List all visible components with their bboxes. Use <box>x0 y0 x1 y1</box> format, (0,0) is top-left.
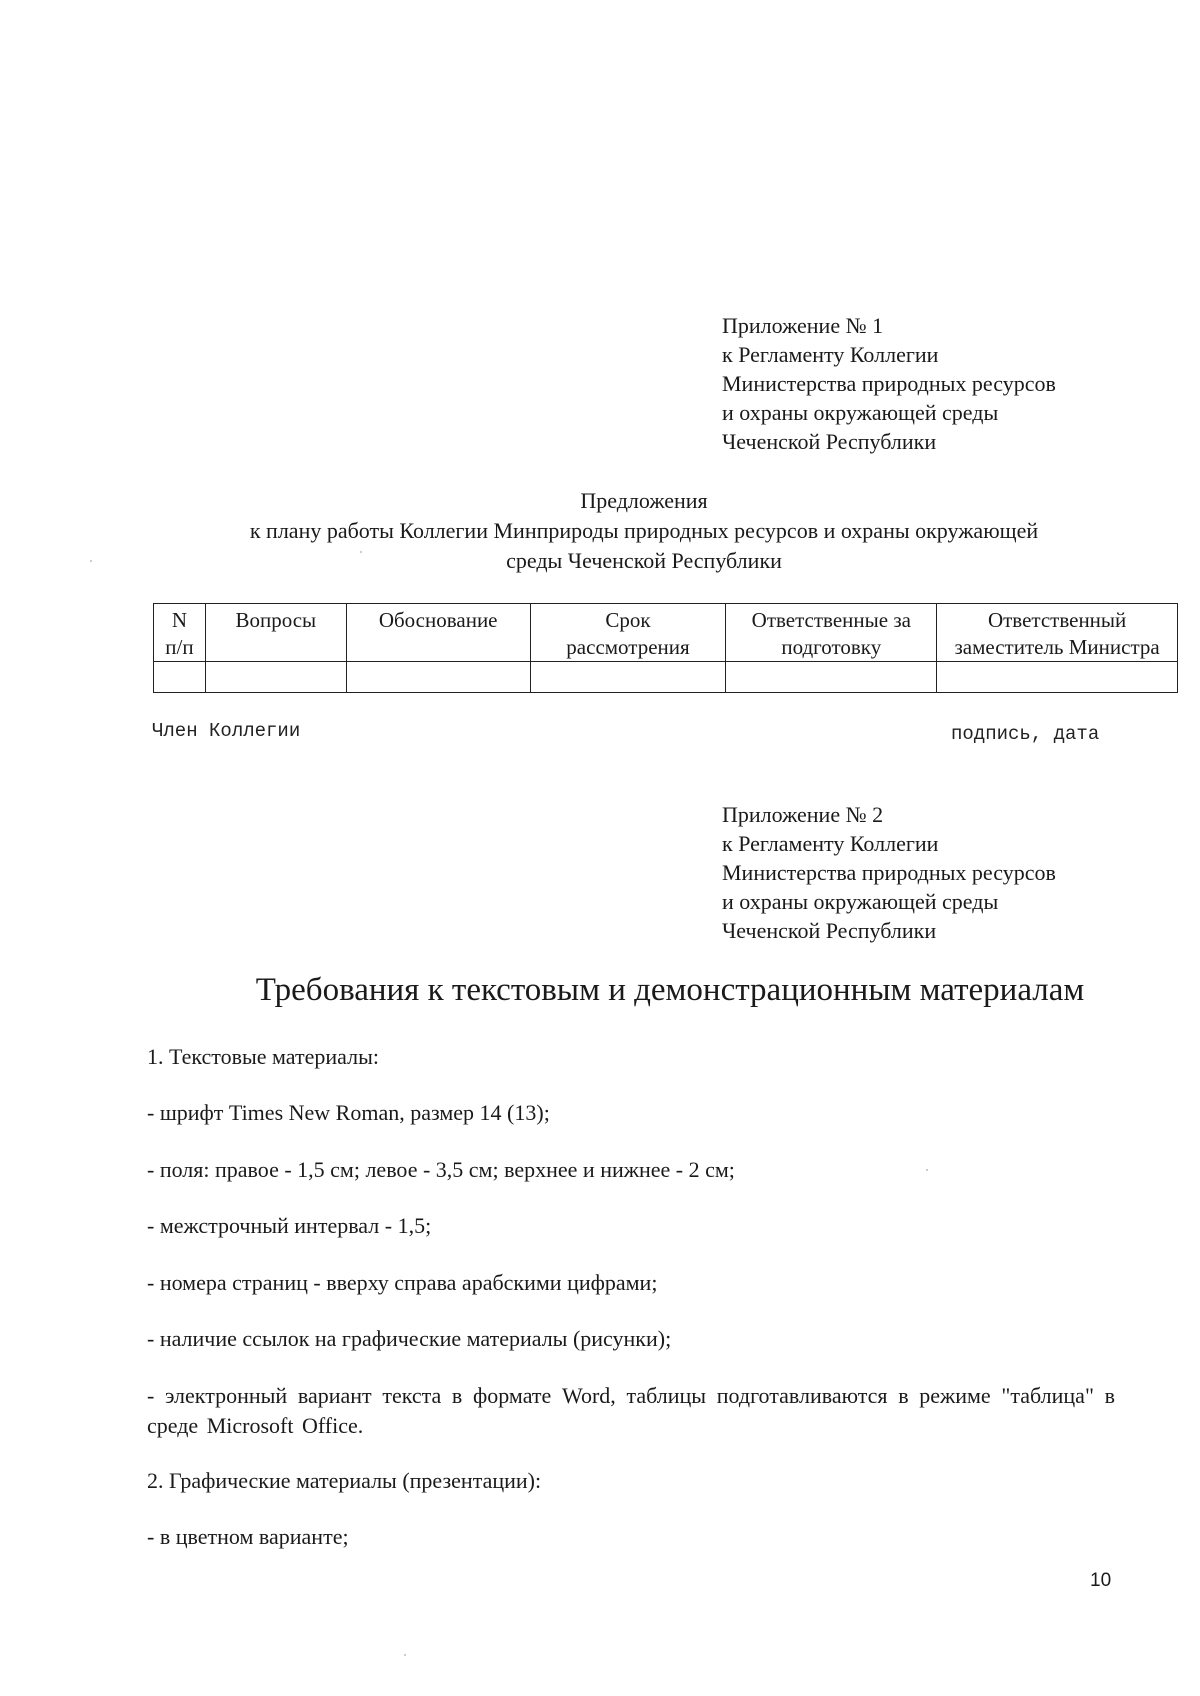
header-justification <box>346 604 530 662</box>
plan-table <box>153 603 1178 693</box>
member-label: Член Коллегии <box>152 720 301 742</box>
header-questions <box>205 604 346 662</box>
scan-speck <box>926 1169 928 1171</box>
appendix-2-line: и охраны окружающей среды <box>722 889 999 914</box>
appendix-2-line: к Регламенту Коллегии <box>722 831 939 856</box>
table-cell <box>937 662 1178 693</box>
requirement-item: 1. Текстовые материалы: <box>147 1044 379 1069</box>
header-review-date-line-2: рассмотрения <box>566 635 690 659</box>
requirement-item: - наличие ссылок на графические материалы (рисунки); <box>147 1326 672 1351</box>
header-deputy-minister-line-2: заместитель Министра <box>954 635 1160 659</box>
appendix-1-line: и охраны окружающей среды <box>722 400 999 425</box>
appendix-1-line: Министерства природных ресурсов <box>722 371 1056 396</box>
header-review-date <box>530 604 726 662</box>
proposals-title: Предложения <box>580 488 708 513</box>
plan-table-empty-row <box>154 662 1178 693</box>
header-review-date-line-1: Срок <box>605 608 651 632</box>
scan-speck <box>360 551 362 553</box>
page-number: 10 <box>1090 1570 1112 1591</box>
proposals-subtitle-line-2: среды Чеченской Республики <box>506 548 782 573</box>
header-deputy-minister <box>937 604 1178 662</box>
requirement-item: - номера страниц - вверху справа арабскими цифрами; <box>147 1270 658 1295</box>
requirement-item: - в цветном варианте; <box>147 1524 349 1549</box>
scan-speck <box>90 560 92 562</box>
header-responsible-prep <box>726 604 937 662</box>
header-justification-label: Обоснование <box>378 608 498 632</box>
table-cell <box>205 662 346 693</box>
table-cell <box>154 662 206 693</box>
header-responsible-prep-line-2: подготовку <box>781 635 882 659</box>
appendix-2-line: Чеченской Республики <box>722 918 937 943</box>
scan-speck <box>404 1654 406 1656</box>
appendix-1-header <box>722 311 1056 456</box>
appendix-1-line: к Регламенту Коллегии <box>722 342 939 367</box>
appendix-1-line: Чеченской Республики <box>722 429 937 454</box>
sign-date-label: подпись, дата <box>951 723 1100 745</box>
requirement-item: - поля: правое - 1,5 см; левое - 3,5 см; верхнее и нижнее - 2 см; <box>147 1157 735 1182</box>
header-responsible-prep-line-1: Ответственные за <box>751 608 911 632</box>
table-cell <box>530 662 726 693</box>
requirement-item: 2. Графические материалы (презентации): <box>147 1468 542 1493</box>
header-questions-label: Вопросы <box>235 608 317 632</box>
plan-table-header-row <box>154 604 1178 662</box>
requirement-item: - шрифт Times New Roman, размер 14 (13); <box>147 1100 550 1125</box>
table-cell <box>726 662 937 693</box>
proposals-subtitle-line-1: к плану работы Коллегии Минприроды природных ресурсов и охраны окружающей <box>249 518 1039 543</box>
appendix-2-header <box>722 800 1056 945</box>
header-number-line-1: N <box>171 608 188 632</box>
appendix-2-line: Министерства природных ресурсов <box>722 860 1056 885</box>
requirements-title: Требования к текстовым и демонстрационным материалам <box>255 972 1085 1008</box>
appendix-2-line: Приложение № 2 <box>722 802 884 827</box>
header-number <box>154 604 206 662</box>
table-cell <box>346 662 530 693</box>
header-number-line-2: п/п <box>165 635 194 659</box>
proposals-heading <box>150 486 1138 576</box>
requirement-item: - электронный вариант текста в формате Word, таблицы подготавливаются в режиме "таблица" в среде Microsoft Office. <box>147 1383 1115 1438</box>
header-deputy-minister-line-1: Ответственный <box>987 608 1127 632</box>
appendix-1-line: Приложение № 1 <box>722 313 884 338</box>
requirement-item: - межстрочный интервал - 1,5; <box>147 1213 432 1238</box>
